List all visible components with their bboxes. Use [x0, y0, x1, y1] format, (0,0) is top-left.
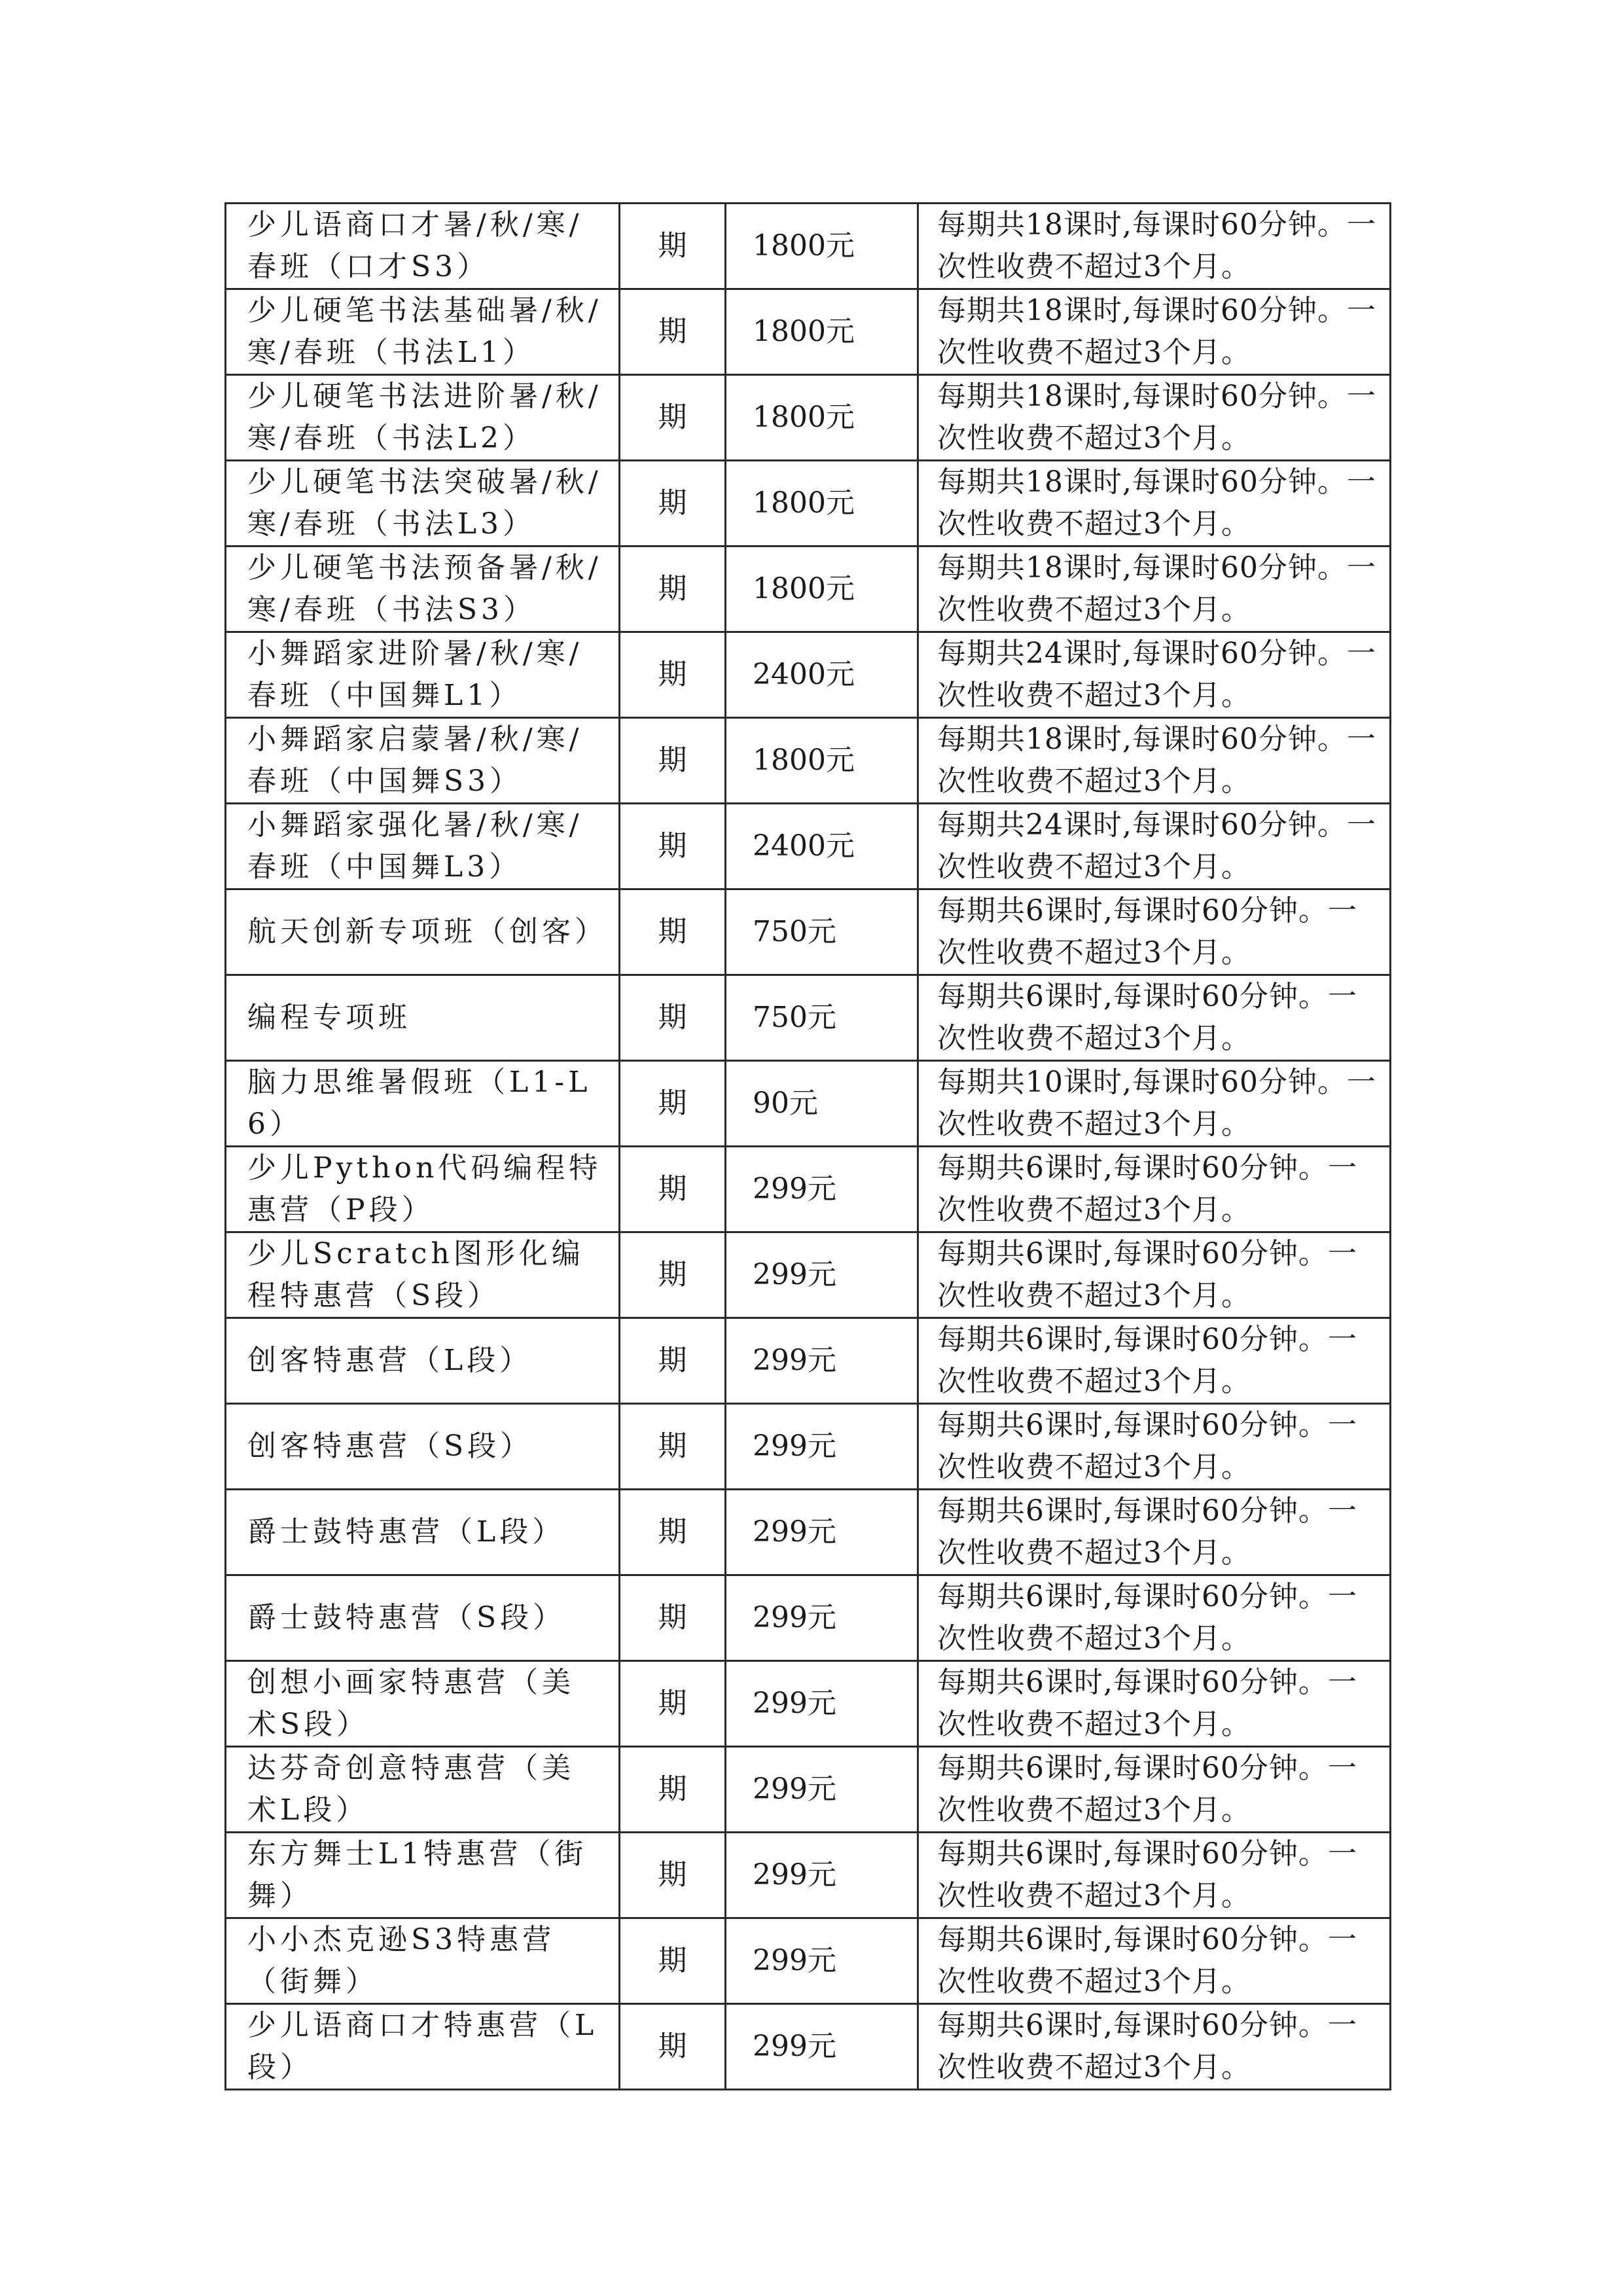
price-cell-text: 90元	[753, 1086, 818, 1120]
course-name-cell	[226, 2004, 620, 2090]
billing-unit-cell-text: 期	[658, 1001, 687, 1034]
remark-cell-text: 每期共24课时,每课时60分钟。一次性收费不超过3个月。	[937, 808, 1376, 884]
remark-cell-text: 每期共6课时,每课时60分钟。一次性收费不超过3个月。	[937, 980, 1357, 1055]
remark-cell	[918, 718, 1391, 804]
price-cell	[726, 375, 918, 461]
remark-cell-text: 每期共18课时,每课时60分钟。一次性收费不超过3个月。	[937, 465, 1376, 541]
course-name-cell-text: 少儿硬笔书法基础暑/秋/寒/春班（书法L1）	[247, 294, 602, 369]
course-name-cell-text: 少儿Python代码编程特惠营（P段）	[247, 1151, 602, 1227]
billing-unit-cell-text: 期	[658, 658, 687, 691]
remark-cell	[918, 547, 1391, 632]
billing-unit-cell-text: 期	[658, 1687, 687, 1720]
course-name-cell	[226, 204, 620, 289]
course-name-cell	[226, 889, 620, 975]
course-name-cell-text: 少儿硬笔书法进阶暑/秋/寒/春班（书法L2）	[247, 380, 602, 455]
billing-unit-cell	[620, 1061, 726, 1147]
remark-cell	[918, 1833, 1391, 1918]
billing-unit-cell	[620, 2004, 726, 2090]
course-name-cell	[226, 1490, 620, 1575]
table-row	[226, 1661, 1391, 1747]
table-row	[226, 1833, 1391, 1918]
billing-unit-cell	[620, 1490, 726, 1575]
course-name-cell-text: 少儿硬笔书法突破暑/秋/寒/春班（书法L3）	[247, 465, 602, 541]
price-cell	[726, 1575, 918, 1661]
table-row	[226, 889, 1391, 975]
billing-unit-cell	[620, 1833, 726, 1918]
course-name-cell-text: 小舞蹈家强化暑/秋/寒/春班（中国舞L3）	[247, 808, 583, 884]
table-row	[226, 2004, 1391, 2090]
course-name-cell	[226, 1747, 620, 1833]
course-name-cell	[226, 1575, 620, 1661]
billing-unit-cell-text: 期	[658, 315, 687, 348]
price-cell	[726, 289, 918, 375]
remark-cell-text: 每期共6课时,每课时60分钟。一次性收费不超过3个月。	[937, 1494, 1357, 1570]
billing-unit-cell	[620, 804, 726, 889]
remark-cell	[918, 204, 1391, 289]
course-name-cell-text: 编程专项班	[247, 1001, 411, 1034]
price-cell-text: 299元	[753, 1429, 836, 1463]
remark-cell-text: 每期共6课时,每课时60分钟。一次性收费不超过3个月。	[937, 1666, 1357, 1741]
remark-cell-text: 每期共18课时,每课时60分钟。一次性收费不超过3个月。	[937, 380, 1376, 455]
billing-unit-cell	[620, 289, 726, 375]
billing-unit-cell-text: 期	[658, 829, 687, 863]
remark-cell-text: 每期共6课时,每课时60分钟。一次性收费不超过3个月。	[937, 1408, 1357, 1484]
remark-cell	[918, 804, 1391, 889]
course-name-cell-text: 少儿语商口才暑/秋/寒/春班（口才S3）	[247, 208, 583, 283]
price-cell	[726, 718, 918, 804]
price-cell-text: 1800元	[753, 315, 855, 348]
remark-cell-text: 每期共6课时,每课时60分钟。一次性收费不超过3个月。	[937, 1837, 1357, 1912]
course-name-cell	[226, 804, 620, 889]
price-cell-text: 299元	[753, 1258, 836, 1291]
billing-unit-cell	[620, 1575, 726, 1661]
course-name-cell-text: 小舞蹈家进阶暑/秋/寒/春班（中国舞L1）	[247, 637, 583, 712]
price-cell-text: 2400元	[753, 829, 855, 863]
table-row	[226, 1918, 1391, 2004]
remark-cell	[918, 375, 1391, 461]
course-name-cell	[226, 1232, 620, 1318]
fee-table	[224, 202, 1391, 2090]
course-name-cell-text: 少儿Scratch图形化编程特惠营（S段）	[247, 1237, 584, 1312]
course-name-cell	[226, 632, 620, 718]
remark-cell-text: 每期共6课时,每课时60分钟。一次性收费不超过3个月。	[937, 1151, 1357, 1227]
billing-unit-cell	[620, 889, 726, 975]
table-row	[226, 1232, 1391, 1318]
remark-cell	[918, 1490, 1391, 1575]
billing-unit-cell-text: 期	[658, 1344, 687, 1377]
course-name-cell	[226, 375, 620, 461]
billing-unit-cell-text: 期	[658, 401, 687, 434]
price-cell-text: 1800元	[753, 744, 855, 777]
billing-unit-cell-text: 期	[658, 572, 687, 605]
remark-cell-text: 每期共6课时,每课时60分钟。一次性收费不超过3个月。	[937, 1923, 1357, 1998]
course-name-cell-text: 创客特惠营（S段）	[247, 1429, 533, 1463]
course-name-cell	[226, 1147, 620, 1232]
course-name-cell	[226, 461, 620, 547]
billing-unit-cell	[620, 632, 726, 718]
table-row	[226, 461, 1391, 547]
table-row	[226, 1061, 1391, 1147]
price-cell-text: 2400元	[753, 658, 855, 691]
billing-unit-cell-text: 期	[658, 1858, 687, 1892]
table-row	[226, 547, 1391, 632]
billing-unit-cell	[620, 1404, 726, 1490]
remark-cell-text: 每期共18课时,每课时60分钟。一次性收费不超过3个月。	[937, 208, 1376, 283]
price-cell-text: 1800元	[753, 229, 855, 262]
billing-unit-cell-text: 期	[658, 2030, 687, 2063]
course-name-cell	[226, 1918, 620, 2004]
course-name-cell	[226, 289, 620, 375]
billing-unit-cell-text: 期	[658, 1086, 687, 1120]
remark-cell-text: 每期共18课时,每课时60分钟。一次性收费不超过3个月。	[937, 723, 1376, 798]
remark-cell	[918, 632, 1391, 718]
price-cell	[726, 204, 918, 289]
remark-cell-text: 每期共6课时,每课时60分钟。一次性收费不超过3个月。	[937, 1323, 1357, 1398]
course-name-cell-text: 创客特惠营（L段）	[247, 1344, 533, 1377]
billing-unit-cell-text: 期	[658, 1772, 687, 1806]
course-name-cell	[226, 718, 620, 804]
remark-cell-text: 每期共10课时,每课时60分钟。一次性收费不超过3个月。	[937, 1066, 1376, 1141]
price-cell-text: 299元	[753, 2030, 836, 2063]
price-cell	[726, 2004, 918, 2090]
remark-cell-text: 每期共24课时,每课时60分钟。一次性收费不超过3个月。	[937, 637, 1376, 712]
remark-cell	[918, 1661, 1391, 1747]
remark-cell	[918, 1575, 1391, 1661]
billing-unit-cell	[620, 547, 726, 632]
billing-unit-cell-text: 期	[658, 1429, 687, 1463]
table-row	[226, 1318, 1391, 1404]
course-name-cell	[226, 547, 620, 632]
billing-unit-cell	[620, 1318, 726, 1404]
price-cell	[726, 1404, 918, 1490]
price-cell-text: 299元	[753, 1944, 836, 1977]
billing-unit-cell-text: 期	[658, 744, 687, 777]
course-name-cell-text: 航天创新专项班（创客）	[247, 915, 607, 948]
billing-unit-cell-text: 期	[658, 229, 687, 262]
price-cell-text: 299元	[753, 1344, 836, 1377]
price-cell	[726, 1833, 918, 1918]
remark-cell	[918, 1061, 1391, 1147]
price-cell-text: 1800元	[753, 401, 855, 434]
course-name-cell	[226, 1404, 620, 1490]
billing-unit-cell	[620, 718, 726, 804]
billing-unit-cell-text: 期	[658, 1172, 687, 1206]
table-row	[226, 289, 1391, 375]
remark-cell	[918, 2004, 1391, 2090]
price-cell-text: 299元	[753, 1172, 836, 1206]
price-cell	[726, 632, 918, 718]
billing-unit-cell-text: 期	[658, 1944, 687, 1977]
remark-cell	[918, 1747, 1391, 1833]
course-name-cell-text: 爵士鼓特惠营（L段）	[247, 1515, 565, 1549]
price-cell	[726, 975, 918, 1061]
remark-cell	[918, 975, 1391, 1061]
table-row	[226, 1490, 1391, 1575]
price-cell-text: 299元	[753, 1858, 836, 1892]
billing-unit-cell	[620, 1232, 726, 1318]
billing-unit-cell-text: 期	[658, 1258, 687, 1291]
remark-cell	[918, 461, 1391, 547]
price-cell	[726, 1147, 918, 1232]
remark-cell	[918, 289, 1391, 375]
price-cell-text: 299元	[753, 1772, 836, 1806]
price-cell	[726, 547, 918, 632]
remark-cell-text: 每期共6课时,每课时60分钟。一次性收费不超过3个月。	[937, 1751, 1357, 1827]
remark-cell	[918, 1918, 1391, 2004]
price-cell-text: 299元	[753, 1601, 836, 1634]
price-cell	[726, 1661, 918, 1747]
course-name-cell	[226, 1061, 620, 1147]
course-name-cell	[226, 975, 620, 1061]
course-name-cell	[226, 1318, 620, 1404]
table-row	[226, 804, 1391, 889]
remark-cell-text: 每期共6课时,每课时60分钟。一次性收费不超过3个月。	[937, 1237, 1357, 1312]
course-name-cell-text: 少儿语商口才特惠营（L段）	[247, 2009, 598, 2084]
table-row	[226, 1147, 1391, 1232]
billing-unit-cell	[620, 1747, 726, 1833]
price-cell	[726, 1490, 918, 1575]
remark-cell-text: 每期共18课时,每课时60分钟。一次性收费不超过3个月。	[937, 551, 1376, 626]
remark-cell	[918, 1147, 1391, 1232]
remark-cell	[918, 1404, 1391, 1490]
price-cell	[726, 461, 918, 547]
remark-cell-text: 每期共18课时,每课时60分钟。一次性收费不超过3个月。	[937, 294, 1376, 369]
table-row	[226, 1575, 1391, 1661]
table-row	[226, 204, 1391, 289]
fee-table-body	[226, 204, 1391, 2090]
table-row	[226, 375, 1391, 461]
price-cell	[726, 1232, 918, 1318]
course-name-cell	[226, 1661, 620, 1747]
course-name-cell-text: 达芬奇创意特惠营（美术L段）	[247, 1751, 575, 1827]
price-cell-text: 750元	[753, 915, 836, 948]
remark-cell	[918, 889, 1391, 975]
table-row	[226, 718, 1391, 804]
remark-cell	[918, 1318, 1391, 1404]
billing-unit-cell	[620, 461, 726, 547]
billing-unit-cell	[620, 375, 726, 461]
billing-unit-cell-text: 期	[658, 1515, 687, 1549]
billing-unit-cell	[620, 975, 726, 1061]
course-name-cell	[226, 1833, 620, 1918]
remark-cell-text: 每期共6课时,每课时60分钟。一次性收费不超过3个月。	[937, 2009, 1357, 2084]
course-name-cell-text: 小小杰克逊S3特惠营（街舞）	[247, 1923, 556, 1998]
remark-cell	[918, 1232, 1391, 1318]
price-cell-text: 750元	[753, 1001, 836, 1034]
table-row	[226, 1747, 1391, 1833]
billing-unit-cell-text: 期	[658, 915, 687, 948]
price-cell-text: 1800元	[753, 486, 855, 520]
course-name-cell-text: 东方舞士L1特惠营（街舞）	[247, 1837, 588, 1912]
price-cell-text: 299元	[753, 1515, 836, 1549]
course-name-cell-text: 脑力思维暑假班（L1-L6）	[247, 1066, 592, 1141]
price-cell	[726, 804, 918, 889]
price-cell	[726, 1747, 918, 1833]
course-name-cell-text: 小舞蹈家启蒙暑/秋/寒/春班（中国舞S3）	[247, 723, 583, 798]
course-name-cell-text: 少儿硬笔书法预备暑/秋/寒/春班（书法S3）	[247, 551, 602, 626]
table-row	[226, 1404, 1391, 1490]
price-cell-text: 299元	[753, 1687, 836, 1720]
price-cell-text: 1800元	[753, 572, 855, 605]
billing-unit-cell-text: 期	[658, 486, 687, 520]
billing-unit-cell-text: 期	[658, 1601, 687, 1634]
price-cell	[726, 1918, 918, 2004]
price-cell	[726, 889, 918, 975]
billing-unit-cell	[620, 1661, 726, 1747]
remark-cell-text: 每期共6课时,每课时60分钟。一次性收费不超过3个月。	[937, 894, 1357, 969]
table-row	[226, 632, 1391, 718]
billing-unit-cell	[620, 1147, 726, 1232]
course-name-cell-text: 创想小画家特惠营（美术S段）	[247, 1666, 575, 1741]
billing-unit-cell	[620, 204, 726, 289]
course-name-cell-text: 爵士鼓特惠营（S段）	[247, 1601, 566, 1634]
remark-cell-text: 每期共6课时,每课时60分钟。一次性收费不超过3个月。	[937, 1580, 1357, 1655]
price-cell	[726, 1318, 918, 1404]
price-cell	[726, 1061, 918, 1147]
billing-unit-cell	[620, 1918, 726, 2004]
table-row	[226, 975, 1391, 1061]
